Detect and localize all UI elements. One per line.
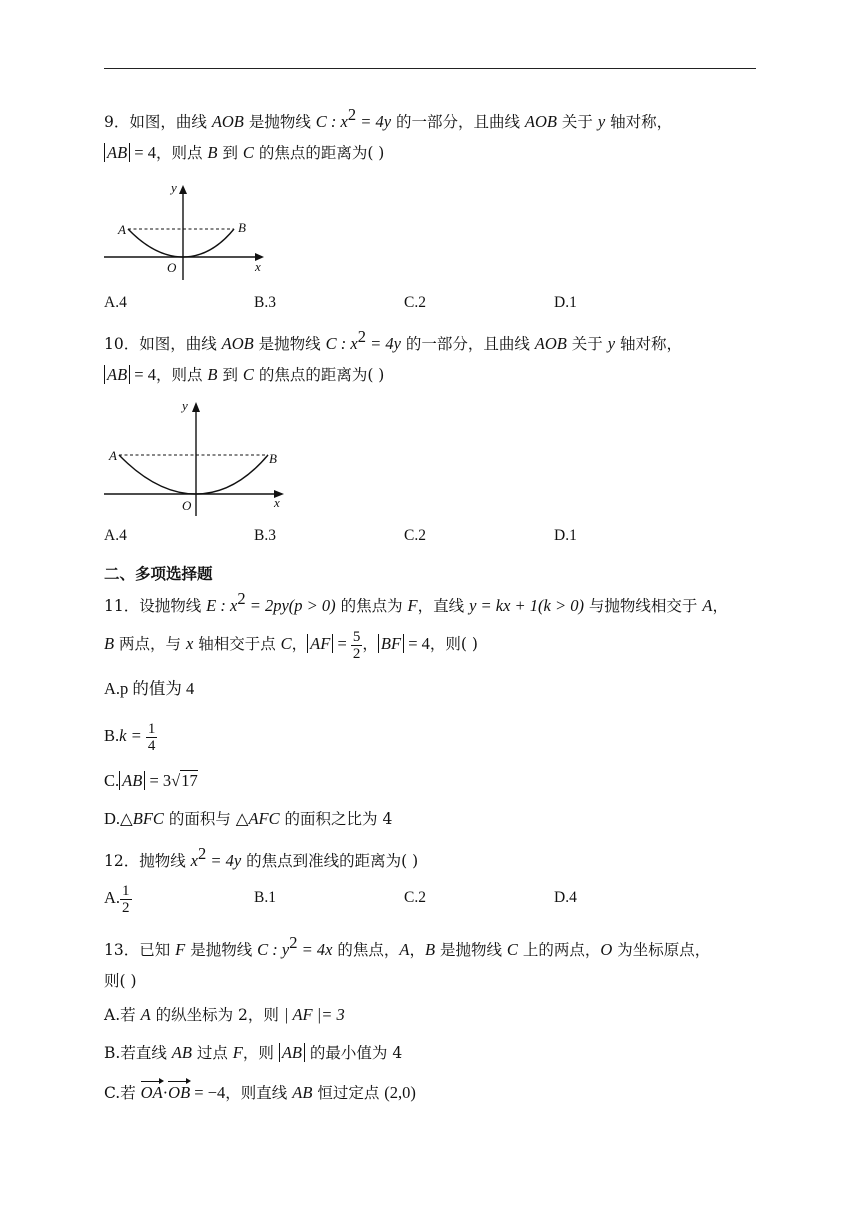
q9-option-d[interactable]: D.1 [554, 294, 577, 311]
q11-line1: 11．设抛物线 E : $x^2 = 2py(p > 0)$ 的焦点为 F，直线 y = kx + 1(k > 0) 与抛物线相交于 A， [104, 589, 728, 615]
q10-label-x: x [274, 495, 280, 510]
q9-line1: 9．如图，曲线 AOB 是抛物线 C : $x^2 = 4y$ 的一部分，且曲线 AOB 关于 y 轴对称， [104, 105, 673, 131]
q11-option-a[interactable]: A.p 的值为 4 [104, 679, 195, 698]
q9-label-b: B [238, 220, 246, 235]
q9-option-a[interactable]: A.4 [104, 294, 127, 311]
q10-label-a: A [109, 448, 117, 463]
q13-option-b[interactable]: B.若直线 AB 过点 F，则 AB 的最小值为 4 [104, 1043, 403, 1062]
q10-option-c[interactable]: C.2 [404, 527, 426, 544]
q11-number: 11． [104, 597, 140, 615]
q9-figure [104, 176, 279, 280]
q11-option-c[interactable]: C. AB = 3√17 [104, 771, 198, 790]
q12-line1: 12．抛物线 $x^2 = 4y$ 的焦点到准线的距离为( ) [104, 844, 419, 870]
q10-line2: AB = 4，则点 B 到 C 的焦点的距离为( ) [104, 364, 384, 386]
q12-option-c[interactable]: C.2 [404, 889, 426, 906]
q9-label-x: x [255, 259, 261, 274]
q10-line1: 10．如图，曲线 AOB 是抛物线 C : $x^2 = 4y$ 的一部分，且曲线 AOB 关于 y 轴对称， [104, 327, 682, 353]
q10-option-a[interactable]: A.4 [104, 527, 127, 544]
q10-figure [104, 396, 294, 518]
q10-label-b: B [269, 451, 277, 466]
q9-line2: AB = 4，则点 B 到 C 的焦点的距离为( ) [104, 142, 384, 164]
q13-line1: 13．已知 F 是抛物线 C : $y^2 = 4x$ 的焦点，A，B 是抛物线 C 上的两点，O 为坐标原点， [104, 933, 711, 959]
q10-option-d[interactable]: D.1 [554, 527, 577, 544]
q13-option-c[interactable]: C.若 OA·OB = −4，则直线 AB 恒过定点 (2,0) [104, 1083, 416, 1102]
section-title: 二、多项选择题 [104, 565, 213, 583]
q12-option-b[interactable]: B.1 [254, 889, 276, 906]
q9-label-a: A [118, 222, 126, 237]
q11-fraction: $\frac{5}{2}$ [352, 628, 361, 662]
q12-option-a[interactable]: A. $\frac{1}{2}$ [104, 882, 130, 916]
q9-option-c[interactable]: C.2 [404, 294, 426, 311]
q10-label-y: y [182, 398, 188, 413]
q13-number: 13． [104, 941, 140, 959]
q9-option-b[interactable]: B.3 [254, 294, 276, 311]
q12-number: 12． [104, 852, 140, 870]
q12-option-d[interactable]: D.4 [554, 889, 577, 906]
q9-number: 9． [104, 113, 130, 131]
q10-option-b[interactable]: B.3 [254, 527, 276, 544]
q13-option-a[interactable]: A.若 A 的纵坐标为 2，则 | AF |= 3 [104, 1005, 345, 1024]
q10-number: 10． [104, 335, 140, 353]
q11-option-d[interactable]: D.△BFC 的面积与 △AFC 的面积之比为 4 [104, 809, 393, 828]
header-rule [104, 68, 756, 69]
q13-line2: 则( ) [104, 972, 137, 990]
q9-label-o: O [167, 260, 177, 275]
q11-line2: B 两点，与 x 轴相交于点 C， AF = $\frac{5}{2}$ ， BF = 4，则( ) [104, 628, 478, 662]
q9-label-y: y [171, 180, 177, 195]
q11-option-b[interactable]: B.k = $\frac{1}{4}$ [104, 720, 156, 754]
q10-label-o: O [182, 498, 192, 513]
